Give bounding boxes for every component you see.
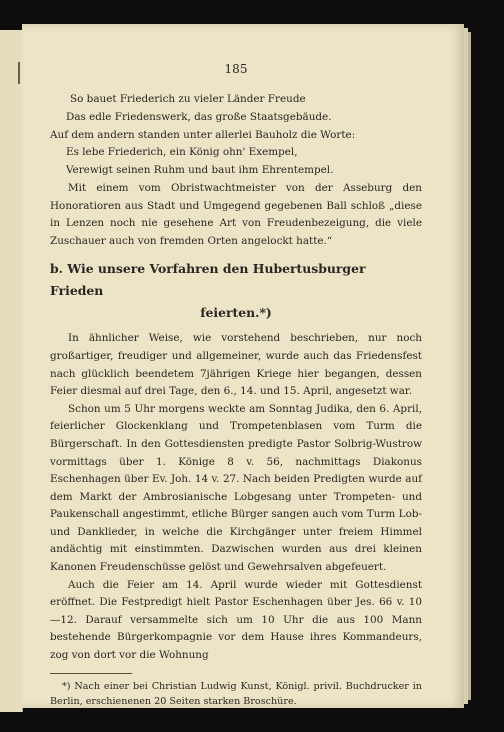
verse-block [50,91,422,180]
body-paragraph: Auch die Feier am 14. April wurde wieder mit Gottesdienst eröffnet. Die Festpredigt hielt Pastor Eschenhagen über Jes. 66 v. 10—12. Darauf versammelte sich um 10 Uhr die aus 100 Mann bestehende Bürgerkompagnie vor dem Hause ihres Kommandeurs, zog von dort vor die Wohnung [50,578,422,662]
verse-line: Es lebe Friederich, ein König ohn' Exempel, [66,146,298,159]
page-number: 185 [224,62,248,76]
verse-line: Verewigt seinen Ruhm und baut ihm Ehrentempel. [66,164,334,177]
heading-line: b. Wie unsere Vorfahren den Hubertusburger Frieden [50,261,366,299]
verse-line: So bauet Friederich zu vieler Länder Freude [70,93,306,105]
page-content [50,62,422,709]
verse-line: Das edle Friedenswerk, das große Staatsgebäude. [66,110,332,123]
footnote: *) Nach einer bei Christian Ludwig Kunst, Königl. privil. Buchdrucker in Berlin, erschienenen 20 Seiten starken Broschüre. [50,680,422,707]
left-page-edge [0,30,23,712]
body-paragraph: In ähnlicher Weise, wie vorstehend beschrieben, nur noch großartiger, freudiger und allgemeiner, wurde auch das Friedensfest nach glücklich beendetem 7jährigen Kriege hier begangen, dessen Feier diesmal auf drei Tage, den 6., 14. und 15. April, angesetzt war. [50,332,422,398]
page-edge-stack-inner [468,32,471,700]
verse-line: Auf dem andern standen unter allerlei Bauholz die Worte: [50,128,356,141]
intro-paragraph: Mit einem vom Obristwachtmeister von der Asseburg den Honoratioren aus Stadt und Umgegend gegebenen Ball schloß „diese in Lenzen noch nie gesehene Art von Freudenbezeigung, die viele Zuschauer auch von fremden Orten angelockt hatte.“ [50,181,422,247]
section-heading [50,258,422,324]
binding-thread [18,62,20,84]
footnote-rule [50,673,132,674]
body-paragraph: Schon um 5 Uhr morgens weckte am Sonntag Judika, den 6. April, feierlicher Glockenklang und Trompetenblasen vom Turm die Bürgerschaft. In den Gottesdiensten predigte Pastor Solbrig-Wustrow vormittags über 1. Könige 8 v. 56, nachmittags Diakonus Eschenhagen über Ev. Joh. 14 v. 27. Nach beiden Predigten wurde auf dem Markt der Ambrosianische Lobgesang unter Trompeten- und Paukenschall angestimmt, etliche Bürger sangen auch vom Turm Lob- und Danklieder, in welche die Kirchgänger unter freiem Himmel andächtig mit einstimmten. Dazwischen wurden aus drei kleinen Kanonen Freudenschüsse gelöst und Gewehrsalven abgefeuert. [50,402,422,574]
heading-line: feierten.*) [200,305,272,321]
